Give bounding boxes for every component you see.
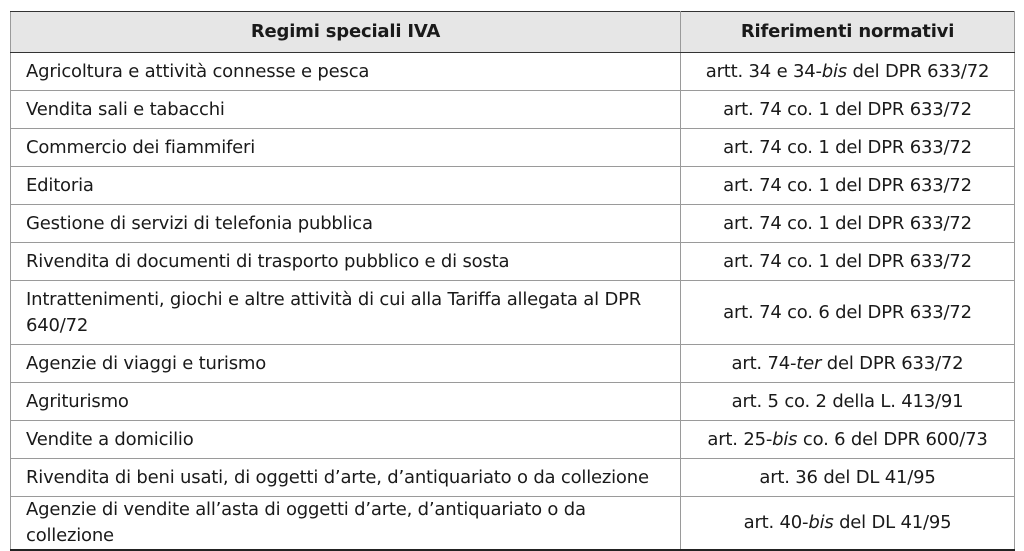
ref-cell: art. 74-ter del DPR 633/72 [681,345,1015,383]
regime-cell: Commercio dei fiammiferi [11,129,681,167]
regime-cell: Gestione di servizi di telefonia pubblica [11,205,681,243]
regime-cell: Intrattenimenti, giochi e altre attività di cui alla Tariffa allegata al DPR 640/72 [11,281,681,345]
table-row [11,91,1015,129]
table-row [11,459,1015,497]
regime-cell: Agenzie di viaggi e turismo [11,345,681,383]
regime-cell: Rivendita di documenti di trasporto pubblico e di sosta [11,243,681,281]
table-row [11,243,1015,281]
header-regimi: Regimi speciali IVA [11,12,681,53]
regime-cell: Editoria [11,167,681,205]
regime-cell: Vendita sali e tabacchi [11,91,681,129]
ref-cell: art. 74 co. 1 del DPR 633/72 [681,91,1015,129]
regimi-speciali-table [10,11,1015,551]
ref-cell: art. 36 del DL 41/95 [681,459,1015,497]
ref-cell: art. 74 co. 1 del DPR 633/72 [681,129,1015,167]
table-row [11,167,1015,205]
regimi-table-container [10,11,1014,551]
table-row [11,421,1015,459]
header-riferimenti: Riferimenti normativi [681,12,1015,53]
table-row [11,383,1015,421]
table-row [11,53,1015,91]
table-header-row [11,12,1015,53]
ref-cell: art. 25-bis co. 6 del DPR 600/73 [681,421,1015,459]
ref-cell: art. 74 co. 1 del DPR 633/72 [681,205,1015,243]
table-row [11,129,1015,167]
table-row [11,345,1015,383]
ref-cell: art. 74 co. 1 del DPR 633/72 [681,243,1015,281]
ref-cell: art. 74 co. 1 del DPR 633/72 [681,167,1015,205]
ref-cell: art. 40-bis del DL 41/95 [681,497,1015,551]
table-row [11,497,1015,551]
ref-cell: artt. 34 e 34-bis del DPR 633/72 [681,53,1015,91]
ref-cell: art. 5 co. 2 della L. 413/91 [681,383,1015,421]
table-row [11,281,1015,345]
regime-cell: Agricoltura e attività connesse e pesca [11,53,681,91]
regime-cell: Agriturismo [11,383,681,421]
regime-cell: Rivendita di beni usati, di oggetti d’arte, d’antiquariato o da collezione [11,459,681,497]
ref-cell: art. 74 co. 6 del DPR 633/72 [681,281,1015,345]
regime-cell: Vendite a domicilio [11,421,681,459]
table-row [11,205,1015,243]
regime-cell: Agenzie di vendite all’asta di oggetti d’arte, d’antiquariato o da collezione [11,497,681,551]
